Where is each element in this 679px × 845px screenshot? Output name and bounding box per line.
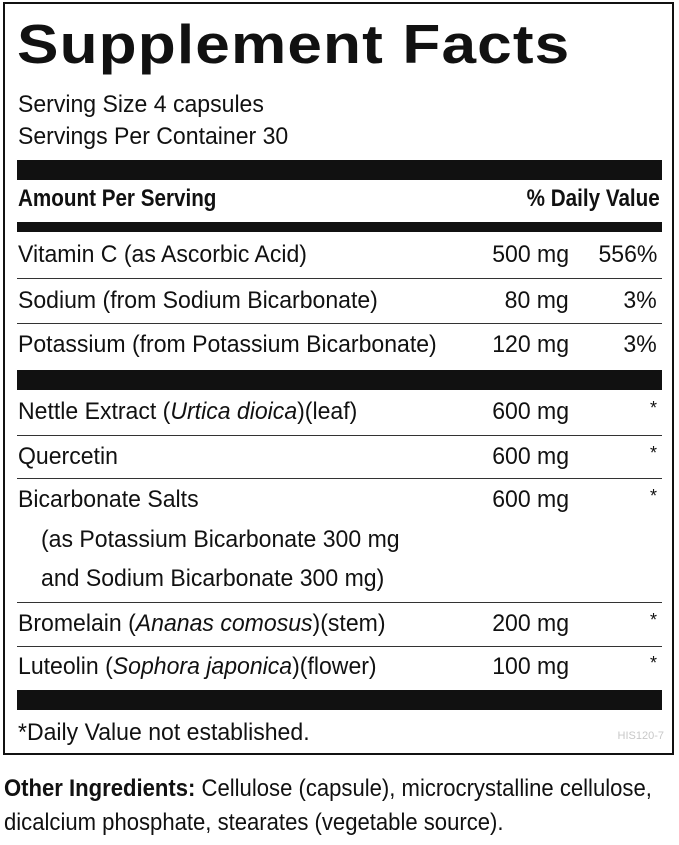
nutrient-name: Potassium (from Potassium Bicarbonate)	[18, 331, 437, 358]
nutrient-detail: and Sodium Bicarbonate 300 mg)	[41, 565, 385, 592]
daily-value-asterisk: *	[649, 610, 657, 630]
medium-divider	[17, 222, 662, 232]
nutrient-amount: 120 mg	[492, 331, 569, 358]
nutrient-amount: 200 mg	[492, 610, 569, 637]
nutrient-daily-value: 3%	[623, 331, 657, 358]
thick-divider	[17, 690, 662, 710]
nutrient-name: Nettle Extract (Urtica dioica)(leaf)	[18, 398, 358, 425]
product-code: HIS120-7	[617, 730, 664, 742]
daily-value-asterisk: *	[649, 653, 657, 673]
daily-value-asterisk: *	[649, 486, 657, 506]
nutrient-name: Vitamin C (as Ascorbic Acid)	[18, 241, 307, 268]
row-divider	[17, 602, 662, 603]
other-ingredients-text: Cellulose (capsule), microcrystalline cellulose, dicalcium phosphate, stearates (vegetable source).	[4, 775, 652, 836]
nutrient-daily-value: 3%	[623, 287, 657, 314]
daily-value-asterisk: *	[649, 398, 657, 418]
nutrient-detail: (as Potassium Bicarbonate 300 mg	[41, 526, 400, 553]
thick-divider	[17, 160, 662, 180]
row-divider	[17, 646, 662, 647]
serving-size: Serving Size 4 capsules	[18, 91, 264, 118]
row-divider	[17, 435, 662, 436]
nutrient-amount: 600 mg	[492, 443, 569, 470]
nutrient-amount: 100 mg	[492, 653, 569, 680]
nutrient-name: Sodium (from Sodium Bicarbonate)	[18, 287, 378, 314]
servings-per-container: Servings Per Container 30	[18, 123, 289, 150]
other-ingredients-label: Other Ingredients:	[4, 775, 196, 802]
nutrient-name: Quercetin	[18, 443, 118, 470]
row-divider	[17, 323, 662, 324]
footnote: *Daily Value not established.	[18, 719, 310, 746]
row-divider	[17, 278, 662, 279]
nutrient-amount: 600 mg	[492, 398, 569, 425]
nutrient-daily-value: 556%	[598, 241, 657, 268]
thick-divider	[17, 370, 662, 390]
nutrient-name: Bicarbonate Salts	[18, 486, 199, 513]
amount-per-serving-header: Amount Per Serving	[18, 185, 217, 212]
supplement-facts-panel	[3, 2, 674, 755]
panel-title: Supplement Facts	[17, 13, 571, 75]
other-ingredients	[4, 772, 666, 840]
nutrient-amount: 600 mg	[492, 486, 569, 513]
daily-value-header: % Daily Value	[526, 185, 660, 212]
nutrient-amount: 500 mg	[492, 241, 569, 268]
nutrient-name: Bromelain (Ananas comosus)(stem)	[18, 610, 386, 637]
nutrient-name: Luteolin (Sophora japonica)(flower)	[18, 653, 377, 680]
daily-value-asterisk: *	[649, 443, 657, 463]
row-divider	[17, 478, 662, 479]
nutrient-amount: 80 mg	[504, 287, 569, 314]
